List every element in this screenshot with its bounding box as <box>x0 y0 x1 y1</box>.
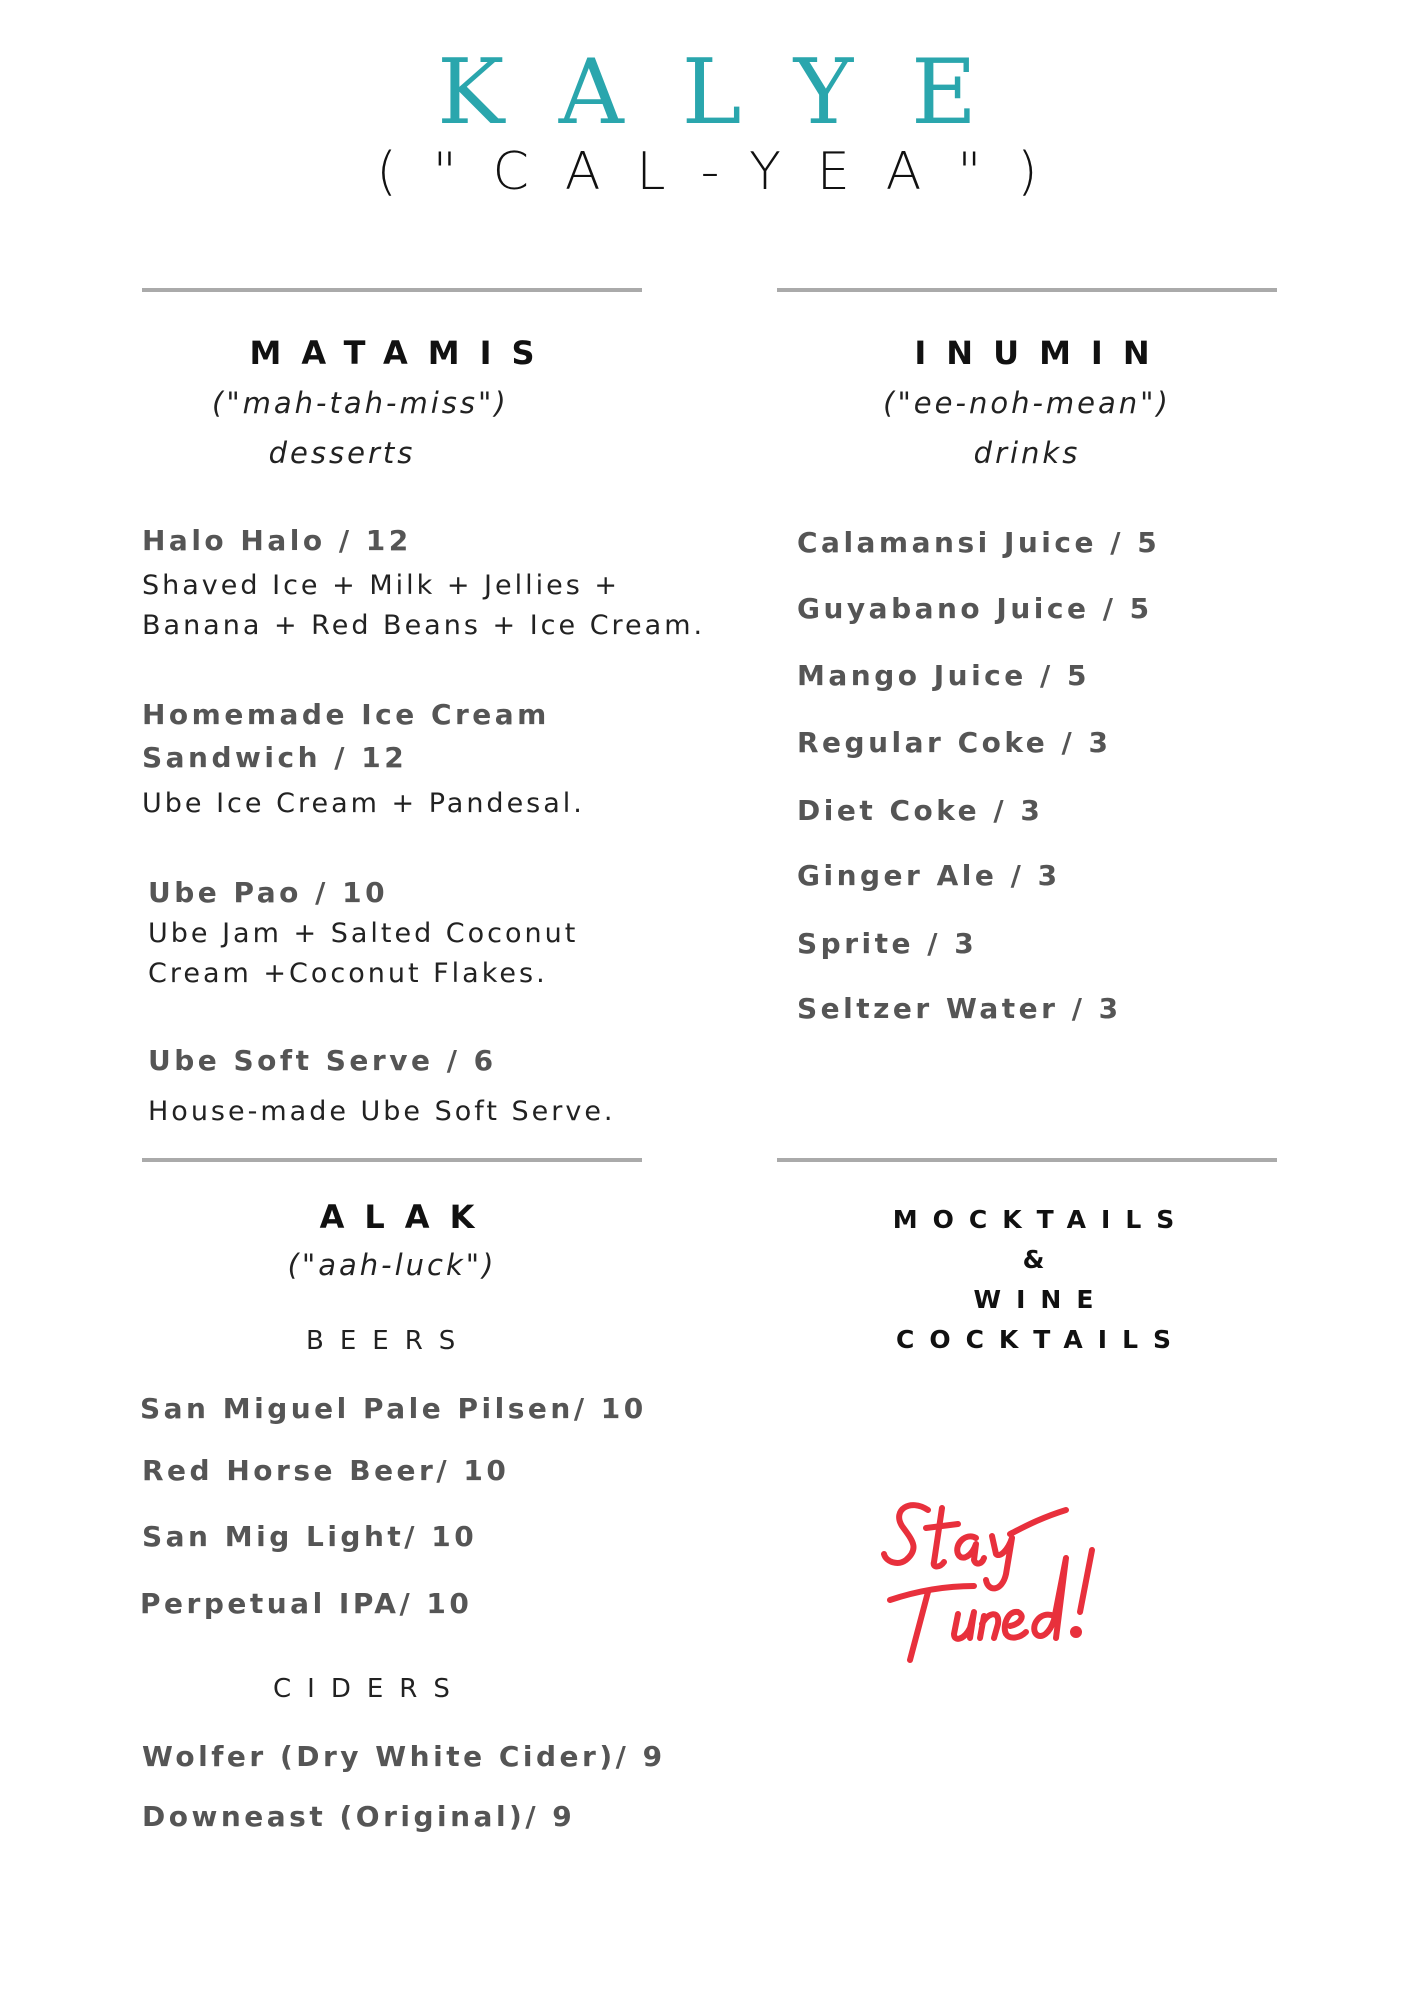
divider-top-left <box>142 288 642 292</box>
drink-item: Seltzer Water / 3 <box>797 992 1122 1025</box>
matamis-pronunciation: ("mah-tah-miss") <box>212 386 509 420</box>
mocktails-line3: WINE <box>973 1285 1109 1314</box>
beer-item: Red Horse Beer/ 10 <box>142 1454 510 1487</box>
brand-title: KALYE <box>437 40 1035 145</box>
cider-item: Wolfer (Dry White Cider)/ 9 <box>142 1740 666 1773</box>
menu-item-name: Halo Halo / 12 <box>142 524 412 557</box>
divider-mid-right <box>777 1158 1277 1162</box>
menu-item-desc: Banana + Red Beans + Ice Cream. <box>142 610 706 641</box>
menu-item-desc: House-made Ube Soft Serve. <box>148 1096 616 1127</box>
inumin-pronunciation: ("ee-noh-mean") <box>883 386 1171 420</box>
cider-item: Downeast (Original)/ 9 <box>142 1800 576 1833</box>
mocktails-line2: & <box>1022 1245 1060 1274</box>
matamis-title: MATAMIS <box>249 334 555 372</box>
drink-item: Sprite / 3 <box>797 927 978 960</box>
mocktails-line1: MOCKTAILS <box>892 1205 1190 1234</box>
beer-item: San Miguel Pale Pilsen/ 10 <box>140 1392 647 1425</box>
menu-item-name: Ube Pao / 10 <box>148 876 389 909</box>
drink-item: Guyabano Juice / 5 <box>797 592 1153 625</box>
menu-item-desc: Ube Jam + Salted Coconut <box>148 918 579 949</box>
ciders-heading: CIDERS <box>273 1674 466 1704</box>
inumin-title: INUMIN <box>914 334 1170 372</box>
menu-item-name: Sandwich / 12 <box>142 741 408 774</box>
beer-item: San Mig Light/ 10 <box>142 1520 478 1553</box>
alak-title: ALAK <box>319 1198 495 1236</box>
drink-item: Calamansi Juice / 5 <box>797 526 1161 559</box>
menu-item-desc: Cream +Coconut Flakes. <box>148 958 548 989</box>
menu-item-name: Homemade Ice Cream <box>142 698 550 731</box>
beer-item: Perpetual IPA/ 10 <box>140 1587 473 1620</box>
stay-tuned-text: Stay Tuned! <box>870 1488 876 1489</box>
drink-item: Mango Juice / 5 <box>797 659 1090 692</box>
inumin-subtitle: drinks <box>973 436 1081 470</box>
menu-item-desc: Ube Ice Cream + Pandesal. <box>142 788 585 819</box>
menu-item-name: Ube Soft Serve / 6 <box>148 1044 497 1077</box>
divider-top-right <box>777 288 1277 292</box>
drink-item: Regular Coke / 3 <box>797 726 1112 759</box>
brand-pronunciation: ("CAL-YEA") <box>376 142 1074 202</box>
stay-tuned-handwriting <box>870 1488 1130 1668</box>
menu-item-desc: Shaved Ice + Milk + Jellies + <box>142 570 620 601</box>
drink-item: Ginger Ale / 3 <box>797 859 1061 892</box>
divider-mid-left <box>142 1158 642 1162</box>
beers-heading: BEERS <box>306 1326 472 1356</box>
mocktails-heading <box>777 1200 1277 1360</box>
mocktails-line4: COCKTAILS <box>895 1325 1187 1354</box>
drink-item: Diet Coke / 3 <box>797 794 1044 827</box>
alak-pronunciation: ("aah-luck") <box>287 1248 497 1282</box>
matamis-subtitle: desserts <box>268 436 416 470</box>
